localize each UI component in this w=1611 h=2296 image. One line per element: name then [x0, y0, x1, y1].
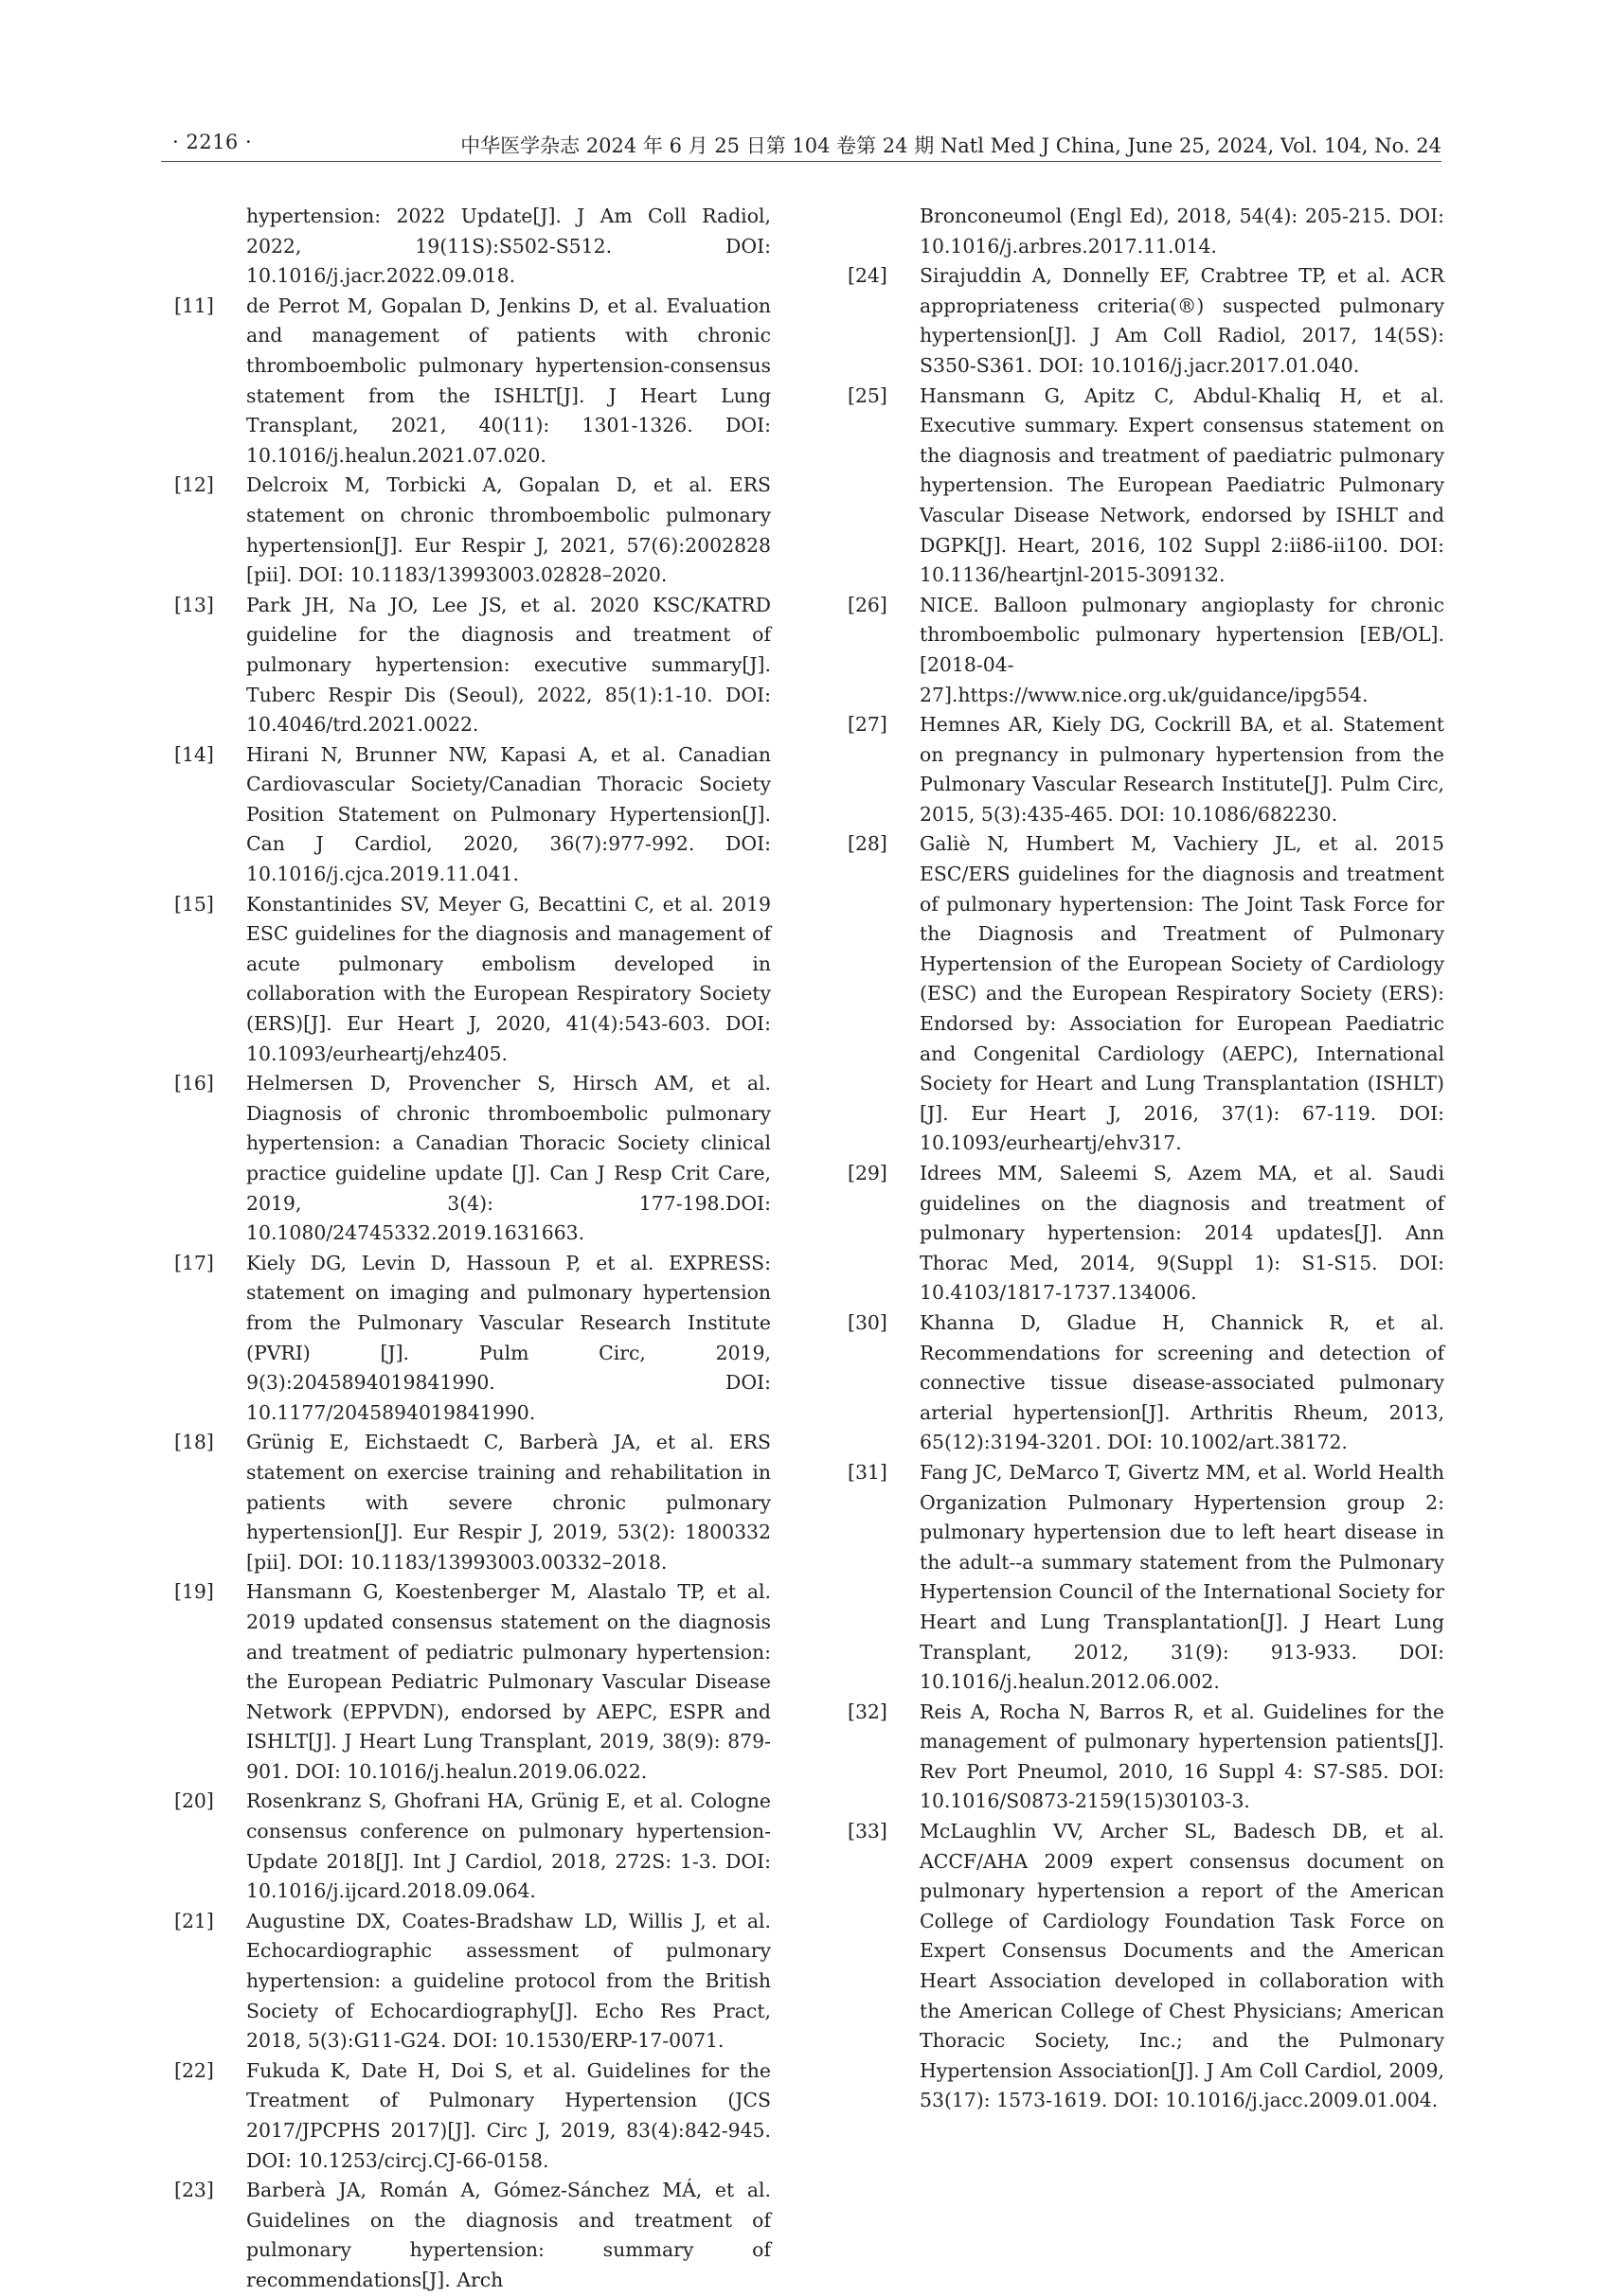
- reference-item: [848, 829, 1444, 1159]
- reference-item: [848, 710, 1444, 829]
- reference-continuation: hypertension: 2022 Update[J]. J Am Coll Radiol, 2022, 19(11S):S502-S512. DOI: 10.1016/j.jacr.2022.09.018.: [246, 205, 771, 288]
- reference-text: Hansmann G, Apitz C, Abdul-Khaliq H, et al. Executive summary. Expert consensus statement on the diagnosis and treatment of paediatric pulmonary hypertension. The European Paediatric Pulmonary Vascular Disease Network, endorsed by ISHLT and DGPK[J]. Heart, 2016, 102 Suppl 2:ii86-ii100. DOI: 10.1136/heartjnl-2015-309132.: [920, 383, 1444, 587]
- reference-number: [19]: [174, 1580, 214, 1604]
- reference-item: [174, 1249, 771, 1429]
- reference-text: Grünig E, Eichstaedt C, Barberà JA, et al. ERS statement on exercise training and rehabilitation in patients with severe chronic pulmonary hypertension[J]. Eur Respir J, 2019, 53(2): 1800332 [pii]. DOI: 10.1183/13993003.00332–2018.: [246, 1431, 771, 1574]
- reference-number: [30]: [848, 1310, 887, 1334]
- reference-number: [25]: [848, 383, 887, 407]
- reference-item: [174, 1577, 771, 1787]
- reference-item: [174, 890, 771, 1070]
- reference-text: Hirani N, Brunner NW, Kapasi A, et al. Canadian Cardiovascular Society/Canadian Thoracic Society Position Statement on Pulmonary Hypertension[J]. Can J Cardiol, 2020, 36(7):977-992. DOI: 10.1016/j.cjca.2019.11.041.: [246, 742, 771, 886]
- reference-text: Idrees MM, Saleemi S, Azem MA, et al. Saudi guidelines on the diagnosis and treatment of pulmonary hypertension: 2014 updates[J]. Ann Thorac Med, 2014, 9(Suppl 1): S1-S15. DOI: 10.4103/1817-1737.134006.: [920, 1162, 1444, 1305]
- reference-text: Kiely DG, Levin D, Hassoun P, et al. EXPRESS: statement on imaging and pulmonary hypertension from the Pulmonary Vascular Research Institute (PVRI) [J]. Pulm Circ, 2019, 9(3):2045894019841990. DOI: 10.1177/2045894019841990.: [246, 1251, 771, 1424]
- reference-item: [848, 261, 1444, 381]
- reference-text: Delcroix M, Torbicki A, Gopalan D, et al. ERS statement on chronic thromboembolic pulmonary hypertension[J]. Eur Respir J, 2021, 57(6):2002828 [pii]. DOI: 10.1183/13993003.02828–2020.: [246, 473, 771, 587]
- reference-number: [23]: [174, 2179, 214, 2202]
- reference-text: NICE. Balloon pulmonary angioplasty for chronic thromboembolic pulmonary hypertension [EB/OL]. [2018-04-27].https://www.nice.org.uk/guidance/ipg554.: [920, 593, 1444, 706]
- page-number: · 2216 ·: [172, 131, 253, 153]
- reference-number: [17]: [174, 1251, 214, 1274]
- reference-item: [848, 1698, 1444, 1817]
- reference-text: Augustine DX, Coates-Bradshaw LD, Willis J, et al. Echocardiographic assessment of pulmonary hypertension: a guideline protocol from the British Society of Echocardiography[J]. Echo Res Pract, 2018, 5(3):G11-G24. DOI: 10.1530/ERP-17-0071.: [246, 1909, 771, 2053]
- reference-item: [174, 292, 771, 472]
- reference-item: [848, 1817, 1444, 2116]
- reference-item: [848, 382, 1444, 591]
- reference-number: [13]: [174, 593, 214, 616]
- reference-number: [29]: [848, 1162, 887, 1184]
- reference-number: [20]: [174, 1789, 214, 1813]
- reference-number: [26]: [848, 593, 887, 616]
- left-column: [174, 202, 771, 2296]
- reference-text: Barberà JA, Román A, Gómez-Sánchez MÁ, et al. Guidelines on the diagnosis and treatment of pulmonary hypertension: summary of recommendations[J]. Arch: [246, 2179, 771, 2291]
- reference-item: [174, 2176, 771, 2295]
- reference-list: [174, 292, 771, 2296]
- reference-number: [28]: [848, 832, 887, 856]
- reference-item: [848, 1159, 1444, 1308]
- reference-number: [16]: [174, 1072, 214, 1095]
- running-head: 中华医学杂志 2024 年 6 月 25 日第 104 卷第 24 期 Natl Med J China, June 25, 2024, Vol. 104, No. 24: [460, 134, 1441, 157]
- reference-text: de Perrot M, Gopalan D, Jenkins D, et al. Evaluation and management of patients with chronic thromboembolic pulmonary hypertension-consensus statement from the ISHLT[J]. J Heart Lung Transplant, 2021, 40(11): 1301-1326. DOI: 10.1016/j.healun.2021.07.020.: [246, 294, 771, 467]
- reference-item: [174, 471, 771, 590]
- reference-item: [174, 740, 771, 890]
- reference-text: Konstantinides SV, Meyer G, Becattini C, et al. 2019 ESC guidelines for the diagnosis and management of acute pulmonary embolism developed in collaboration with the European Respiratory Society (ERS)[J]. Eur Heart J, 2020, 41(4):543-603. DOI: 10.1093/eurheartj/ehz405.: [246, 892, 771, 1065]
- reference-number: [32]: [848, 1700, 887, 1723]
- reference-text: Hemnes AR, Kiely DG, Cockrill BA, et al. Statement on pregnancy in pulmonary hypertension from the Pulmonary Vascular Research Institute[J]. Pulm Circ, 2015, 5(3):435-465. DOI: 10.1086/682230.: [920, 713, 1444, 826]
- reference-number: [18]: [174, 1431, 214, 1454]
- reference-number: [15]: [174, 892, 214, 916]
- reference-number: [22]: [174, 2058, 214, 2082]
- reference-number: [24]: [848, 264, 887, 288]
- reference-text: Rosenkranz S, Ghofrani HA, Grünig E, et al. Cologne consensus conference on pulmonary hypertension-Update 2018[J]. Int J Cardiol, 2018, 272S: 1-3. DOI: 10.1016/j.ijcard.2018.09.064.: [246, 1789, 771, 1903]
- reference-text: Park JH, Na JO, Lee JS, et al. 2020 KSC/KATRD guideline for the diagnosis and treatment of pulmonary hypertension: executive summary[J]. Tuberc Respir Dis (Seoul), 2022, 85(1):1-10. DOI: 10.4046/trd.2021.0022.: [246, 593, 771, 737]
- reference-item: [848, 591, 1444, 710]
- reference-list: [848, 261, 1444, 2116]
- reference-item: [174, 591, 771, 740]
- reference-number: [12]: [174, 473, 214, 497]
- reference-text: Galiè N, Humbert M, Vachiery JL, et al. 2015 ESC/ERS guidelines for the diagnosis and treatment of pulmonary hypertension: The Joint Task Force for the Diagnosis and Treatment of Pulmonary Hypertension of the European Society of Cardiology (ESC) and the European Respiratory Society (ERS): Endorsed by: Association for European Paediatric and Congenital Cardiology (AEPC), International Society for Heart and Lung Transplantation (ISHLT) [J]. Eur Heart J, 2016, 37(1): 67-119. DOI: 10.1093/eurheartj/ehv317.: [920, 832, 1444, 1155]
- reference-text: Fang JC, DeMarco T, Givertz MM, et al. World Health Organization Pulmonary Hypertension group 2: pulmonary hypertension due to left heart disease in the adult--a summary statement from the Pulmonary Hypertension Council of the International Society for Heart and Lung Transplantation[J]. J Heart Lung Transplant, 2012, 31(9): 913-933. DOI: 10.1016/j.healun.2012.06.002.: [920, 1460, 1444, 1694]
- reference-item: [848, 1458, 1444, 1698]
- reference-number: [27]: [848, 713, 887, 737]
- reference-number: [14]: [174, 742, 214, 766]
- reference-text: McLaughlin VV, Archer SL, Badesch DB, et al. ACCF/AHA 2009 expert consensus document on pulmonary hypertension a report of the American College of Cardiology Foundation Task Force on Expert Consensus Documents and the American Heart Association developed in collaboration with the American College of Chest Physicians; American Thoracic Society, Inc.; and the Pulmonary Hypertension Association[J]. J Am Coll Cardiol, 2009, 53(17): 1573-1619. DOI: 10.1016/j.jacc.2009.01.004.: [920, 1820, 1444, 2112]
- reference-item: [848, 1308, 1444, 1458]
- reference-number: [11]: [174, 294, 214, 317]
- reference-item: [174, 1787, 771, 1906]
- reference-text: Khanna D, Gladue H, Channick R, et al. Recommendations for screening and detection of connective tissue disease-associated pulmonary arterial hypertension[J]. Arthritis Rheum, 2013, 65(12):3194-3201. DOI: 10.1002/art.38172.: [920, 1310, 1444, 1454]
- reference-text: Hansmann G, Koestenberger M, Alastalo TP, et al. 2019 updated consensus statement on the diagnosis and treatment of pediatric pulmonary hypertension: the European Pediatric Pulmonary Vascular Disease Network (EPPVDN), endorsed by AEPC, ESPR and ISHLT[J]. J Heart Lung Transplant, 2019, 38(9): 879-901. DOI: 10.1016/j.healun.2019.06.022.: [246, 1580, 771, 1783]
- reference-continuation: Bronconeumol (Engl Ed), 2018, 54(4): 205-215. DOI: 10.1016/j.arbres.2017.11.014.: [920, 205, 1444, 258]
- reference-number: [21]: [174, 1909, 214, 1932]
- reference-item: [174, 1428, 771, 1577]
- reference-number: [31]: [848, 1460, 887, 1484]
- reference-number: [33]: [848, 1820, 887, 1843]
- reference-item: [174, 1069, 771, 1249]
- page-header: [161, 129, 1441, 162]
- reference-text: Helmersen D, Provencher S, Hirsch AM, et al. Diagnosis of chronic thromboembolic pulmonary hypertension: a Canadian Thoracic Society clinical practice guideline update [J]. Can J Resp Crit Care, 2019, 3(4): 177-198.DOI: 10.1080/24745332.2019.1631663.: [246, 1072, 771, 1245]
- reference-item: [174, 1907, 771, 2056]
- reference-text: Reis A, Rocha N, Barros R, et al. Guidelines for the management of pulmonary hypertension patients[J]. Rev Port Pneumol, 2010, 16 Suppl 4: S7-S85. DOI: 10.1016/S0873-2159(15)30103-3.: [920, 1700, 1444, 1813]
- reference-text: Sirajuddin A, Donnelly EF, Crabtree TP, et al. ACR appropriateness criteria(®) suspected pulmonary hypertension[J]. J Am Coll Radiol, 2017, 14(5S): S350-S361. DOI: 10.1016/j.jacr.2017.01.040.: [920, 264, 1444, 377]
- right-column: [848, 202, 1444, 2116]
- reference-text: Fukuda K, Date H, Doi S, et al. Guidelines for the Treatment of Pulmonary Hypertension (JCS 2017/JPCPHS 2017)[J]. Circ J, 2019, 83(4):842-945. DOI: 10.1253/circj.CJ-66-0158.: [246, 2058, 771, 2172]
- reference-item: [174, 2056, 771, 2176]
